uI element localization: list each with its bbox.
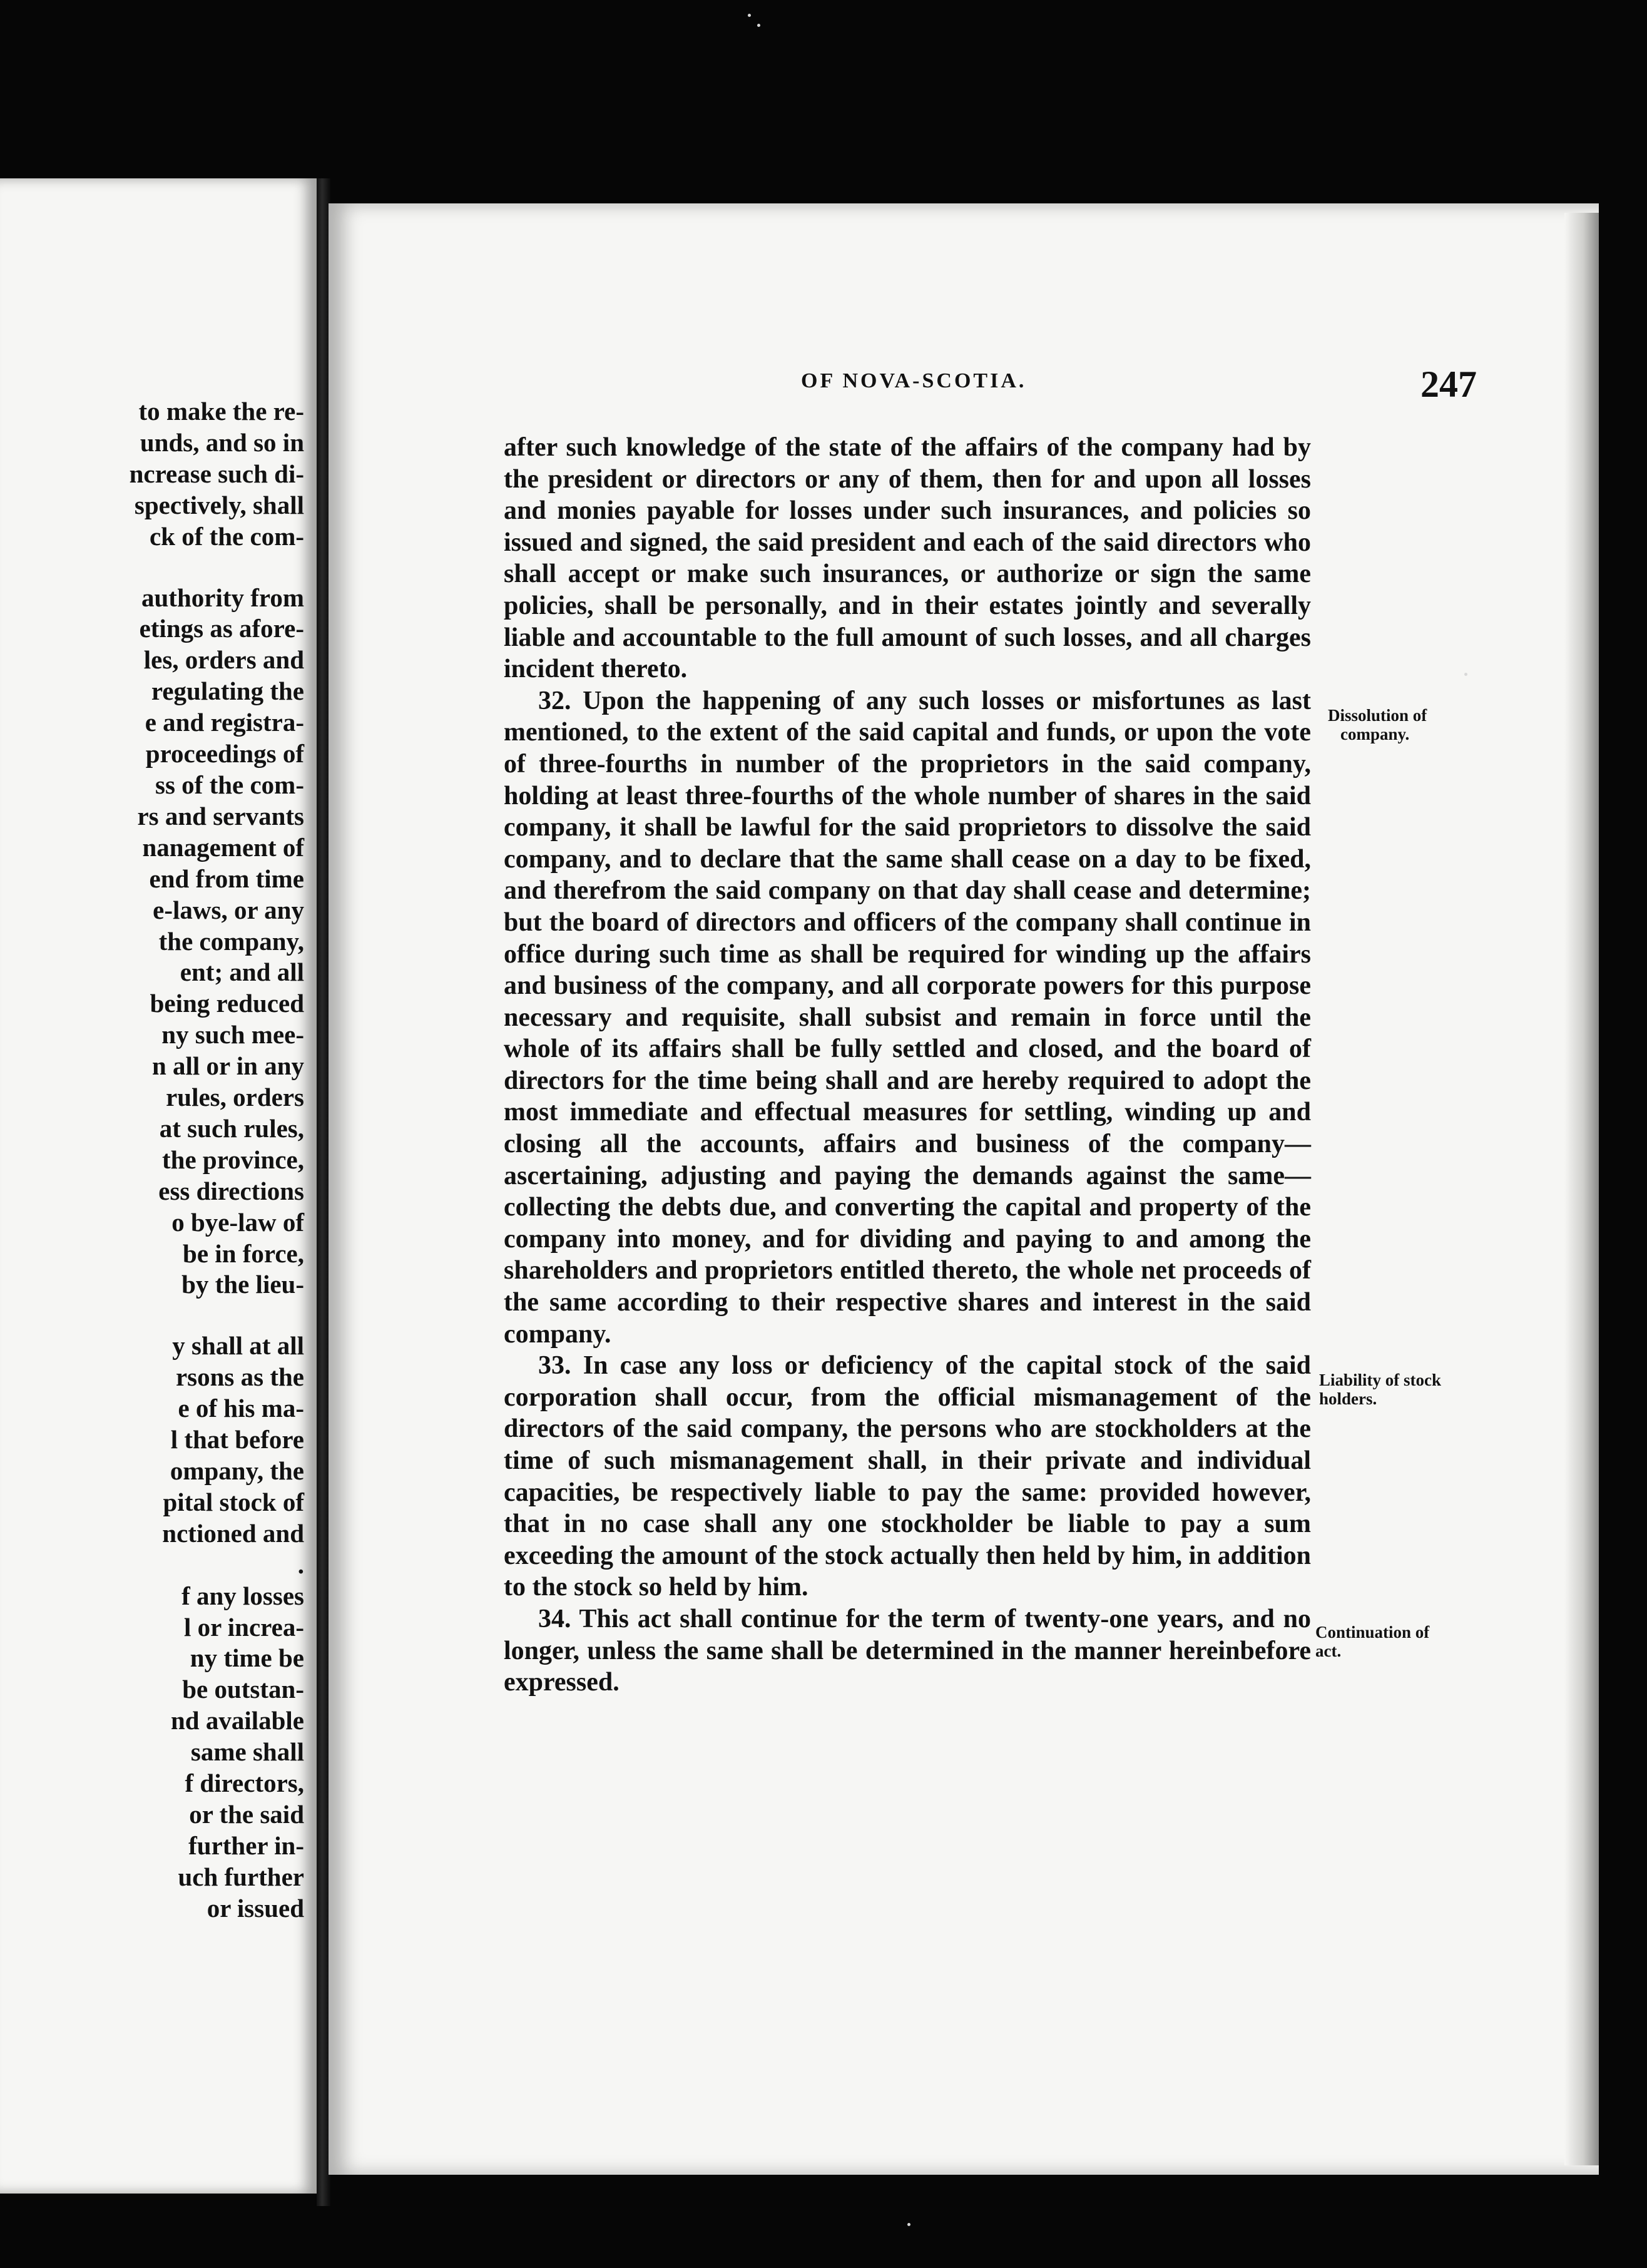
left-page-line: ompany, the xyxy=(170,1456,304,1485)
left-page-line: to make the re- xyxy=(138,397,304,426)
left-page-line: e-laws, or any xyxy=(153,895,304,924)
left-page-line: or issued xyxy=(207,1893,304,1923)
page-number: 247 xyxy=(1420,364,1477,405)
body-text xyxy=(504,432,1311,1698)
margin-note-line: holders. xyxy=(1319,1389,1377,1408)
left-page-line: rules, orders xyxy=(166,1083,304,1112)
margin-note-continuation xyxy=(1315,1623,1429,1660)
left-page-line: nctioned and xyxy=(162,1518,304,1548)
left-page-line: l that before xyxy=(170,1425,304,1454)
left-page-line: o bye-law of xyxy=(171,1207,304,1237)
page-edge-shadow xyxy=(1564,213,1599,2165)
left-page-line: spectively, shall xyxy=(134,490,304,519)
left-page-line: proceedings of xyxy=(145,739,304,769)
left-page-line: regulating the xyxy=(151,677,304,706)
left-page-line: at such rules, xyxy=(159,1113,304,1143)
left-page-line: uch further xyxy=(178,1862,304,1891)
left-page-line: y shall at all xyxy=(172,1331,304,1361)
dust-speck xyxy=(907,2223,910,2226)
left-page-line: f any losses xyxy=(181,1581,304,1610)
margin-note-line: company. xyxy=(1340,725,1410,743)
left-page-line: unds, and so in xyxy=(140,427,304,457)
left-page-line: the company, xyxy=(158,926,304,956)
left-page-line: etings as afore- xyxy=(139,614,304,643)
margin-note-line: Dissolution of xyxy=(1328,706,1427,725)
left-page-line: ny time be xyxy=(190,1643,304,1673)
left-page-line: authority from xyxy=(141,583,304,612)
section-32: 32. Upon the happening of any such losses or misfortunes as last mentioned, to the extent of the said capital and funds, or upon the vote of three-fourths in number of the proprietors in the said company, holding at least three-fourths of the whole number of shares in the said company, it shall be lawful for the said proprietors to dissolve the said company, and to declare that the same shall cease on a day to be fixed, and therefrom the said company on that day shall cease and determine; but the board of directors and officers of the company shall continue in office during such time as shall be required for winding up the affairs and business of the company, and all corporate powers for this purpose necessary and requisite, shall subsist and remain in force until the whole of its affairs shall be fully settled and closed, and the board of directors for the time being shall and are hereby required to adopt the most immediate and effectual measures for settling, winding up and closing all the accounts, affairs and business of the company—ascertaining, adjusting and paying the demands against the same—collecting the debts due, and converting the capital and property of the company into money, and for dividing and paying to and among the shareholders and proprietors entitled thereto, the whole net proceeds of the same according to their respective shares and interest in the said company. xyxy=(504,686,1311,1349)
left-page-line: les, orders and xyxy=(143,645,304,675)
left-page-line: l or increa- xyxy=(183,1612,304,1642)
left-page-line: nd available xyxy=(170,1706,304,1735)
left-page-line: ess directions xyxy=(158,1176,304,1205)
margin-note-line: Liability of stock xyxy=(1319,1371,1442,1389)
left-page-line: ck of the com- xyxy=(149,521,304,551)
left-page xyxy=(0,178,318,2194)
left-page-line: same shall xyxy=(190,1737,304,1767)
left-page-line: pital stock of xyxy=(163,1487,304,1516)
dust-speck xyxy=(748,14,751,17)
left-page-line: ny such mee- xyxy=(161,1020,304,1050)
margin-note-liability xyxy=(1319,1371,1441,1408)
left-page-line: nanagement of xyxy=(142,832,304,862)
left-page-line: further in- xyxy=(188,1831,304,1860)
margin-note-line: Continuation of xyxy=(1315,1623,1430,1642)
left-page-line: rsons as the xyxy=(175,1362,304,1392)
margin-note-dissolution xyxy=(1328,706,1427,743)
left-page-line: the province, xyxy=(161,1145,304,1174)
left-page-line: e and registra- xyxy=(145,708,304,737)
margin-note-line: act. xyxy=(1315,1642,1342,1660)
left-page-line: f directors, xyxy=(185,1769,304,1798)
section-34: 34. This act shall continue for the term of twenty-one years, and no longer, unless the same shall be determined in the manner hereinbefore expressed. xyxy=(504,1604,1311,1697)
paragraph-continuation: after such knowledge of the state of the affairs of the company had by the president or directors or any of them, then for and upon all losses and monies payable for losses under such insurances, and policies so issued and signed, the said president and each of the said directors who shall accept or make such insurances, or authorize or sign the same policies, shall be personally, and in their estates jointly and severally liable and accountable to the full amount of such losses, and all charges incident thereto. xyxy=(504,433,1311,684)
dust-speck xyxy=(757,24,760,27)
left-page-line: being reduced xyxy=(150,989,304,1018)
left-page-line: be outstan- xyxy=(182,1675,304,1704)
left-page-line: e of his ma- xyxy=(178,1394,304,1423)
left-page-line: . xyxy=(297,1550,304,1579)
left-page-line: by the lieu- xyxy=(181,1270,304,1299)
left-page-line: end from time xyxy=(149,864,304,893)
left-page-line: ss of the com- xyxy=(155,770,304,799)
running-head: OF NOVA-SCOTIA. xyxy=(801,369,1027,392)
left-page-line: ncrease such di- xyxy=(129,459,304,488)
dust-speck xyxy=(1464,673,1467,676)
section-33: 33. In case any loss or deficiency of the capital stock of the said corporation shall occur, from the official mismanagement of the directors of the said company, the persons who are stockholders at the time of such mismanagement shall, in their private and individual capacities, be respectively liable to pay the same: provided however, that in no case shall any one stockholder be liable to pay a sum exceeding the amount of the stock actually then held by him, in addition to the stock so held by him. xyxy=(504,1351,1311,1602)
left-page-text xyxy=(130,396,304,1924)
left-page-line: or the said xyxy=(189,1799,304,1829)
left-page-line: ent; and all xyxy=(180,958,304,987)
left-page-line: n all or in any xyxy=(151,1051,304,1081)
left-page-line: be in force, xyxy=(183,1239,304,1268)
left-page-line: rs and servants xyxy=(137,801,304,830)
